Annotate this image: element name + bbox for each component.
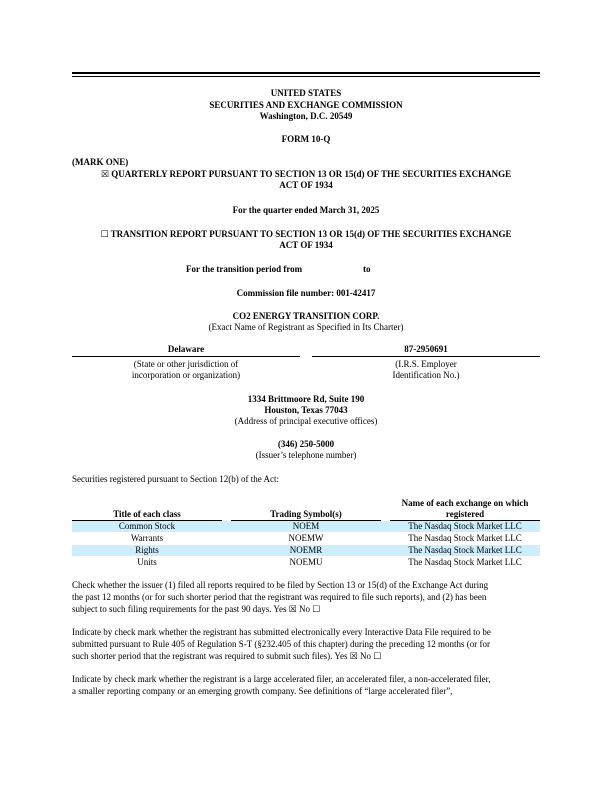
table-cell-class: Warrants (130, 533, 164, 543)
transition-report-line2: ACT OF 1934 (279, 240, 333, 250)
col-header-exchange-1: Name of each exchange on which (401, 498, 529, 508)
col-header-exchange-2: registered (445, 509, 485, 519)
table-cell-class: Rights (135, 545, 159, 555)
state-underline (72, 356, 300, 357)
state-value: Delaware (167, 344, 205, 354)
filer-status-line2: a smaller reporting company or an emerging growth company. See definitions of “large accelerated filer”, (72, 686, 453, 696)
ein-underline (312, 356, 540, 357)
table-cell-exchange: The Nasdaq Stock Market LLC (408, 533, 522, 543)
securities-intro: Securities registered pursuant to Section 12(b) of the Act: (72, 474, 279, 484)
interactive-data-line2: submitted pursuant to Rule 405 of Regulation S-T (§232.405 of this chapter) during the preceding 12 months (or for (72, 639, 491, 649)
filing-compliance-line2: the past 12 months (or for such shorter period that the registrant was required to file such reports), and (2) has been (72, 592, 487, 602)
header-agency: SECURITIES AND EXCHANGE COMMISSION (209, 100, 403, 110)
phone-caption: (Issuer’s telephone number) (255, 450, 357, 460)
col-header-title: Title of each class (113, 509, 181, 519)
filing-compliance-line1: Check whether the issuer (1) filed all reports required to be filed by Section 13 or 15(d) of the Exchange Act during (72, 580, 489, 590)
table-cell-symbol: NOEMR (289, 545, 323, 555)
transition-checkbox[interactable]: ☐ (100, 230, 109, 240)
filing-compliance-line3: subject to such filing requirements for the past 90 days. Yes ☒ No ☐ (72, 604, 321, 614)
transition-period-from: For the transition period from (186, 264, 303, 274)
table-cell-symbol: NOEMW (288, 533, 324, 543)
address-caption: (Address of principal executive offices) (234, 416, 378, 426)
quarterly-checkbox[interactable]: ☒ (100, 170, 109, 180)
table-cell-class: Units (137, 557, 157, 567)
top-rule-thick (72, 72, 540, 74)
table-cell-class: Common Stock (118, 521, 176, 531)
state-caption-2: incorporation or organization) (131, 370, 241, 380)
table-cell-exchange: The Nasdaq Stock Market LLC (408, 545, 522, 555)
header-city: Washington, D.C. 20549 (259, 111, 353, 121)
commission-file-number: Commission file number: 001-42417 (236, 288, 376, 298)
ein-caption-2: Identification No.) (392, 370, 460, 380)
interactive-data-line1: Indicate by check mark whether the registrant has submitted electronically every Interactive Data File required to be (72, 627, 491, 637)
table-cell-exchange: The Nasdaq Stock Market LLC (408, 521, 522, 531)
quarter-period: For the quarter ended March 31, 2025 (232, 205, 380, 215)
state-caption-1: (State or other jurisdiction of (133, 359, 239, 369)
mark-one-label: (MARK ONE) (72, 157, 129, 167)
address-line1: 1334 Brittmoore Rd, Suite 190 (247, 394, 365, 404)
ein-caption-1: (I.R.S. Employer (395, 359, 457, 369)
table-cell-symbol: NOEMU (289, 557, 323, 567)
table-cell-exchange: The Nasdaq Stock Market LLC (408, 557, 522, 567)
table-cell-symbol: NOEM (292, 521, 320, 531)
quarterly-report-text: QUARTERLY REPORT PURSUANT TO SECTION 13 OR 15(d) OF THE SECURITIES EXCHANGE (111, 169, 512, 179)
header-country: UNITED STATES (270, 88, 342, 98)
address-line2: Houston, Texas 77043 (264, 405, 348, 415)
ein-value: 87-2950691 (404, 344, 448, 354)
top-rule-thin (72, 76, 540, 77)
registrant-name: CO2 ENERGY TRANSITION CORP. (232, 311, 380, 321)
interactive-data-line3: such shorter period that the registrant was required to submit such files). Yes ☒ No ☐ (72, 651, 382, 661)
phone-number: (346) 250-5000 (277, 439, 335, 449)
filer-status-line1: Indicate by check mark whether the registrant is a large accelerated filer, an accelerated filer, a non-accelerated filer, (72, 674, 491, 684)
transition-report-text: TRANSITION REPORT PURSUANT TO SECTION 13 OR 15(d) OF THE SECURITIES EXCHANGE (110, 229, 512, 239)
quarterly-report-line2: ACT OF 1934 (279, 180, 333, 190)
col-header-symbol: Trading Symbol(s) (270, 509, 342, 519)
transition-period-to: to (363, 264, 371, 274)
registrant-name-caption: (Exact Name of Registrant as Specified in Its Charter) (208, 322, 404, 332)
form-type: FORM 10-Q (281, 134, 331, 144)
